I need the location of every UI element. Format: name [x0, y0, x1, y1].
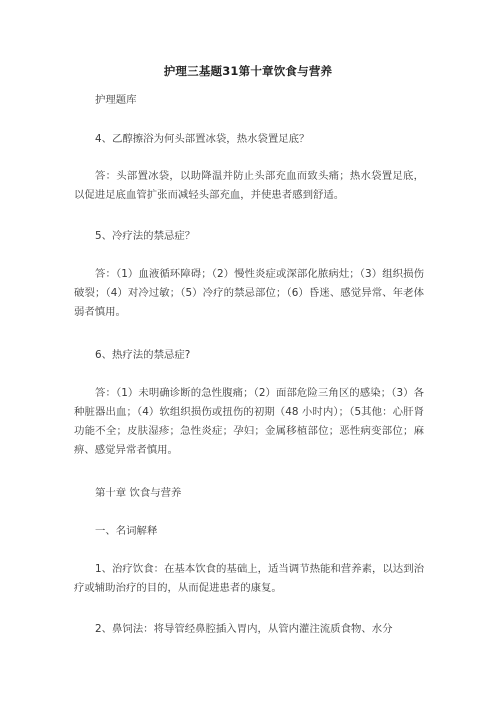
paragraph-question-6: 6、热疗法的禁忌症? — [95, 349, 191, 361]
paragraph-section-heading: 一、名词解释 — [95, 525, 158, 537]
paragraph-chapter-heading: 第十章 饮食与营养 — [95, 487, 182, 499]
paragraph-question-4: 4、乙醇擦浴为何头部置冰袋，热水袋置足底？ — [95, 133, 310, 145]
paragraph-answer-6: 答：（1）未明确诊断的急性腹痛；（2）面部危险三角区的感染；（3）各种脏器出血；（4）软组织损伤或扭伤的初期（48 小时内）；（5其他：心肝肾功能不全；皮肤湿疹；急性炎症；孕妇；金属移植部位；恶性病变部位；麻痹、感觉异常者慎用。 — [74, 387, 424, 456]
paragraph-definition-1: 1、治疗饮食：在基本饮食的基础上，适当调节热能和营养素，以达到治疗或辅助治疗的目的，从而促进患者的康复。 — [74, 563, 424, 594]
document-title: 护理三基题31第十章饮食与营养 — [163, 64, 333, 78]
paragraph-source: 护理题库 — [95, 94, 137, 106]
paragraph-question-5: 5、冷疗法的禁忌症？ — [95, 230, 196, 242]
paragraph-definition-2: 2、鼻饲法：将导管经鼻腔插入胃内，从管内灌注流质食物、水分 — [95, 623, 393, 635]
paragraph-answer-5: 答：（1）血液循环障碍；（2）慢性炎症或深部化脓病灶；（3）组织损伤破裂；（4）对冷过敏；（5）冷疗的禁忌部位；（6）昏迷、感觉异常、年老体弱者慎用。 — [74, 268, 424, 318]
paragraph-answer-4: 答：头部置冰袋，以助降温并防止头部充血而致头痛；热水袋置足底，以促进足底血管扩张而减轻头部充血，并使患者感到舒适。 — [74, 170, 424, 201]
